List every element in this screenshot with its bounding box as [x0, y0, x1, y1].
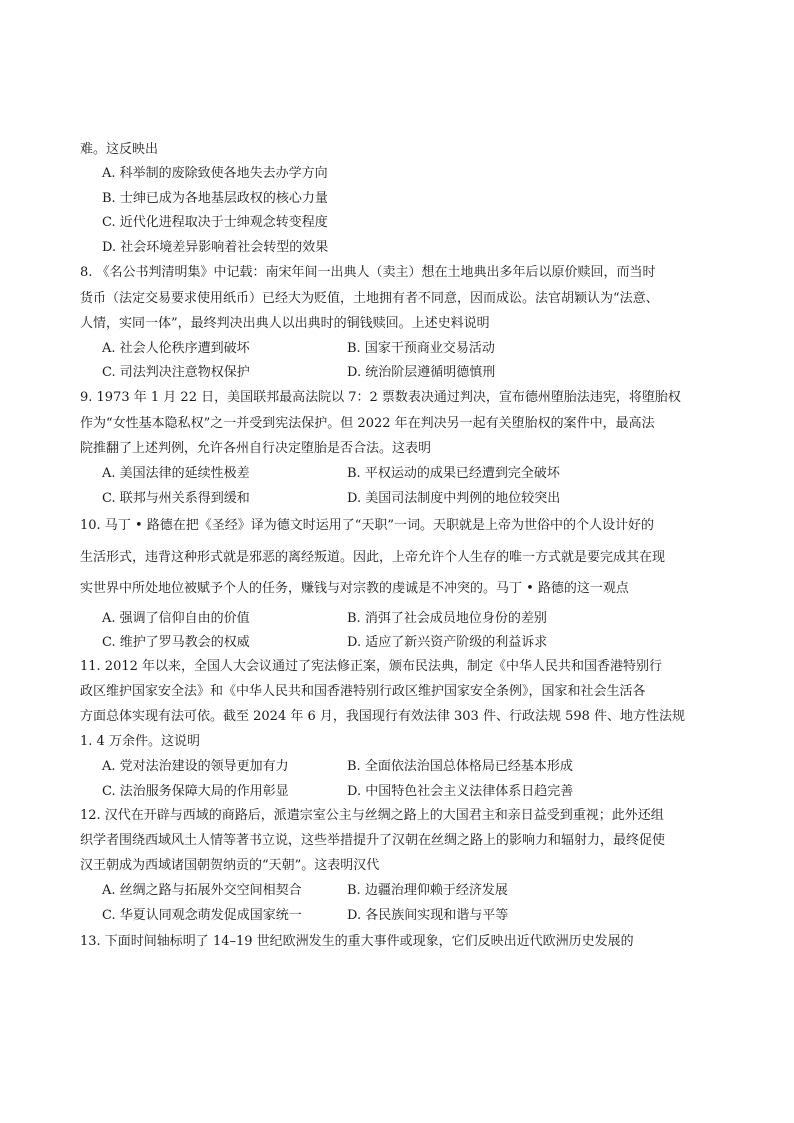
q12-option-c: C. 华夏认同观念萌发促成国家统一	[102, 908, 302, 923]
q10-option-c: C. 维护了罗马教会的权威	[102, 635, 250, 650]
q10-option-d: D. 适应了新兴资产阶级的利益诉求	[347, 635, 548, 650]
q11-stem-line-3: 方面总体实现有法可依。截至 2024 年 6 月，我国现行有效法律 303 件、行政法规 598 件、地方性法规	[80, 709, 686, 724]
q9-option-b: B. 平权运动的成果已经遭到完全破坏	[347, 466, 560, 481]
q12-option-a: A. 丝绸之路与拓展外交空间相契合	[102, 883, 302, 898]
q12-option-b: B. 边疆治理仰赖于经济发展	[347, 883, 508, 898]
q11-option-b: B. 全面依法治国总体格局已经基本形成	[347, 759, 573, 774]
q8-option-a: A. 社会人伦秩序遭到破坏	[102, 341, 250, 356]
q12-stem-line-1: 12. 汉代在开辟与西域的商路后，派遣宗室公主与丝绸之路上的大国君主和亲日益受到重视；此外还组	[80, 808, 664, 823]
q11-option-c: C. 法治服务保障大局的作用彰显	[102, 784, 289, 799]
q8-stem-line-1: 8. 《名公书判清明集》中记载：南宋年间一出典人（卖主）想在土地典出多年后以原价赎回，而当时	[80, 265, 656, 280]
q10-stem-line-1: 10. 马丁 • 路德在把《圣经》译为德文时运用了“天职”一词。天职就是上帝为世俗中的个人设计好的	[80, 518, 655, 533]
q13-stem-line-1: 13. 下面时间轴标明了 14–19 世纪欧洲发生的重大事件或现象，它们反映出近代欧洲历史发展的	[80, 934, 634, 949]
q8-stem-line-3: 人情，实同一体”，最终判决出典人以出典时的铜钱赎回。上述史料说明	[80, 316, 490, 331]
q12-stem-line-2: 织学者围绕西域风土人情等著书立说，这些举措提升了汉朝在丝绸之路上的影响力和辐射力，最终促使	[80, 833, 666, 848]
q9-stem-line-1: 9. 1973 年 1 月 22 日，美国联邦最高法院以 7：2 票数表决通过判决，宣布德州堕胎法违宪，将堕胎权	[80, 390, 681, 405]
q7-option-b: B. 士绅已成为各地基层政权的核心力量	[102, 191, 328, 206]
q9-option-d: D. 美国司法制度中判例的地位较突出	[347, 491, 561, 506]
q8-stem-line-2: 货币（法定交易要求使用纸币）已经大为贬值，土地拥有者不同意，因而成讼。法官胡颖认为“法意、	[80, 291, 659, 306]
q11-option-a: A. 党对法治建设的领导更加有力	[102, 759, 289, 774]
q8-option-d: D. 统治阶层遵循明德慎刑	[347, 365, 496, 380]
q10-stem-line-3: 实世界中所处地位被赋予个人的任务，赚钱与对宗教的虔诚是不冲突的。马丁 • 路德的这一观点	[80, 581, 629, 596]
q9-option-a: A. 美国法律的延续性极差	[102, 466, 250, 481]
q8-option-c: C. 司法判决注意物权保护	[102, 365, 250, 380]
q9-option-c: C. 联邦与州关系得到缓和	[102, 491, 250, 506]
q9-stem-line-2: 作为“女性基本隐私权”之一并受到宪法保护。但 2022 年在判决另一起有关堕胎权的案件中，最高法	[80, 416, 655, 431]
q10-option-b: B. 消弭了社会成员地位身份的差别	[347, 611, 547, 626]
q7-option-d: D. 社会环境差异影响着社会转型的效果	[102, 240, 329, 255]
q11-stem-line-4: 1. 4 万余件。这说明	[80, 734, 200, 749]
q9-stem-line-3: 院推翻了上述判例，允许各州自行决定堕胎是否合法。这表明	[80, 441, 432, 456]
q8-option-b: B. 国家干预商业交易活动	[347, 341, 495, 356]
q11-option-d: D. 中国特色社会主义法律体系日趋完善	[347, 784, 574, 799]
q7-stem-end: 难。这反映出	[80, 142, 159, 157]
q11-stem-line-2: 政区维护国家安全法》和《中华人民共和国香港特别行政区维护国家安全条例》，国家和社会生活各	[80, 684, 646, 699]
q12-option-d: D. 各民族间实现和谐与平等	[347, 908, 509, 923]
q7-option-c: C. 近代化进程取决于士绅观念转变程度	[102, 215, 328, 230]
q12-stem-line-3: 汉王朝成为西域诸国朝贺纳贡的“天朝”。这表明汉代	[80, 858, 380, 873]
q11-stem-line-1: 11. 2012 年以来，全国人大会议通过了宪法修正案，颁布民法典，制定《中华人民共和国香港特别行	[80, 659, 663, 674]
q10-option-a: A. 强调了信仰自由的价值	[102, 611, 250, 626]
q10-stem-line-2: 生活形式，违背这种形式就是邪恶的离经叛道。因此，上帝允许个人生存的唯一方式就是要完成其在现	[80, 550, 666, 565]
q7-option-a: A. 科举制的废除致使各地失去办学方向	[102, 166, 328, 181]
